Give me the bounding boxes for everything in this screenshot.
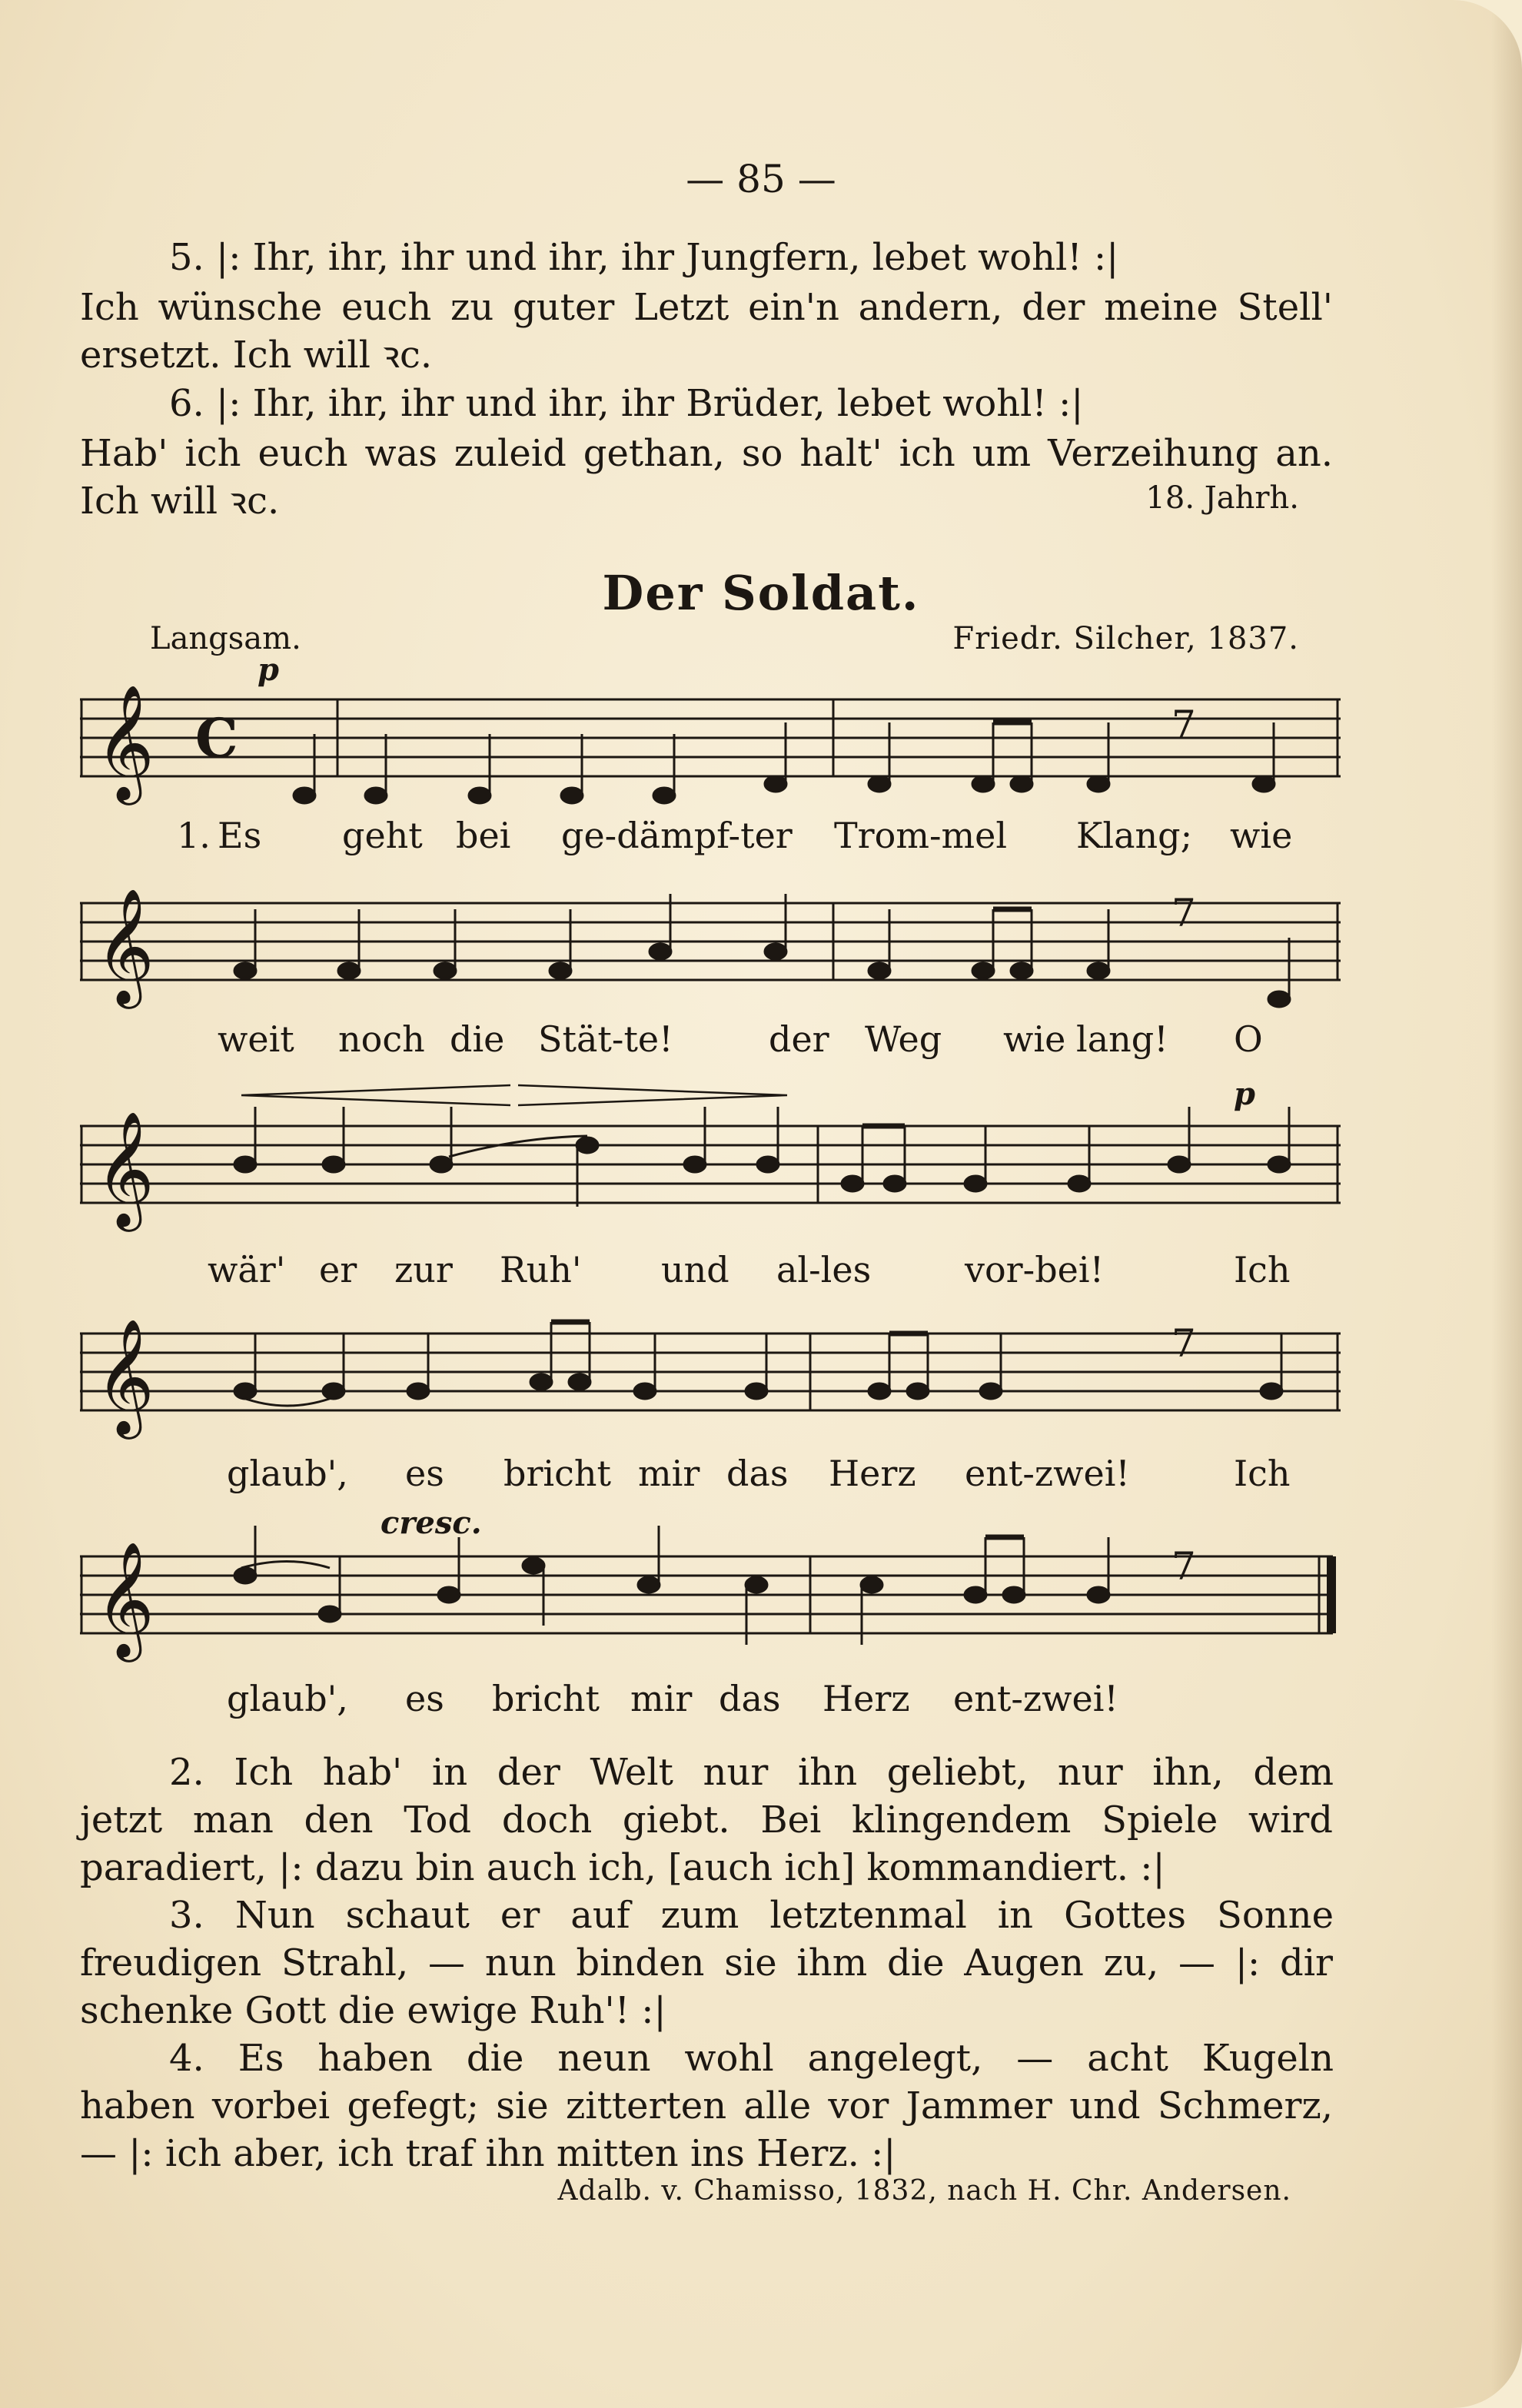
- lyric-syllable: er: [319, 1249, 357, 1290]
- verse-line: jetzt man den Tod doch giebt. Bei klingendem Spiele wird: [80, 1799, 1333, 1842]
- lyric-syllable: glaub',: [227, 1678, 348, 1719]
- lyric-syllable: ent-zwei!: [953, 1678, 1118, 1719]
- lyric-syllable: Ich: [1234, 1249, 1291, 1290]
- svg-text:𝄞: 𝄞: [95, 683, 155, 800]
- page-number: — 85 —: [686, 157, 836, 201]
- composer: Friedr. Silcher, 1837.: [952, 621, 1299, 656]
- dynamic-marking: cresc.: [380, 1505, 482, 1541]
- lyric-syllable: O: [1234, 1018, 1263, 1060]
- music-staff: [80, 676, 1341, 838]
- svg-text:𝄞: 𝄞: [95, 1110, 155, 1227]
- verse-line: 4. Es haben die neun wohl angelegt, — acht Kugeln: [169, 2037, 1334, 2080]
- music-staff: [80, 1299, 1341, 1460]
- svg-text:𝄞: 𝄞: [95, 1540, 155, 1657]
- verse-line: 3. Nun schaut er auf zum letztenmal in Gottes Sonne: [169, 1894, 1334, 1937]
- verse-line: freudigen Strahl, — nun binden sie ihm die Augen zu, — |: dir: [80, 1941, 1333, 1985]
- svg-text:𝄞: 𝄞: [95, 887, 155, 1004]
- lyric-syllable: ge-dämpf-ter: [561, 815, 793, 856]
- lyric-syllable: zur: [394, 1249, 453, 1290]
- lyric-syllable: ent-zwei!: [965, 1453, 1130, 1494]
- lyric-syllable: noch: [338, 1018, 425, 1060]
- svg-text:7: 7: [1171, 1544, 1196, 1589]
- verse-line: — |: ich aber, ich traf ihn mitten ins Herz. :|: [80, 2132, 896, 2175]
- music-staff: [80, 1526, 1341, 1687]
- lyric-syllable: der: [769, 1018, 829, 1060]
- lyric-syllable: bei: [456, 815, 511, 856]
- verse-line: 5. |: Ihr, ihr, ihr und ihr, ihr Jungfern, lebet wohl! :|: [169, 236, 1119, 279]
- verse-line: 6. |: Ihr, ihr, ihr und ihr, ihr Brüder, lebet wohl! :|: [169, 382, 1084, 425]
- lyric-syllable: al-les: [776, 1249, 872, 1290]
- lyric-syllable: weit: [218, 1018, 294, 1060]
- svg-text:C: C: [195, 706, 238, 770]
- lyric-syllable: mir: [630, 1678, 693, 1719]
- verse-line: paradiert, |: dazu bin auch ich, [auch ich] kommandiert. :|: [80, 1846, 1165, 1889]
- lyric-syllable: geht: [342, 815, 423, 856]
- lyric-syllable: Trom-mel: [834, 815, 1008, 856]
- svg-text:7: 7: [1171, 1321, 1196, 1366]
- lyric-syllable: die: [450, 1018, 505, 1060]
- lyric-syllable: Herz: [829, 1453, 916, 1494]
- lyric-syllable: bricht: [503, 1453, 612, 1494]
- lyric-syllable: Klang;: [1076, 815, 1193, 856]
- lyric-syllable: wär': [208, 1249, 286, 1290]
- verse-line: 2. Ich hab' in der Welt nur ihn geliebt, nur ihn, dem: [169, 1751, 1334, 1794]
- lyric-syllable: das: [719, 1678, 781, 1719]
- lyric-syllable: Herz: [822, 1678, 910, 1719]
- lyric-syllable: das: [726, 1453, 789, 1494]
- lyric-syllable: vor-bei!: [965, 1249, 1105, 1290]
- verse-line: ersetzt. Ich will ꝛc.: [80, 334, 433, 377]
- author-credit: Adalb. v. Chamisso, 1832, nach H. Chr. Andersen.: [557, 2175, 1291, 2207]
- svg-text:7: 7: [1171, 702, 1196, 747]
- tempo-marking: Langsam.: [150, 621, 301, 656]
- lyric-syllable: Ich: [1234, 1453, 1291, 1494]
- source-note: 18. Jahrh.: [1145, 480, 1299, 516]
- lyric-syllable: Weg: [865, 1018, 942, 1060]
- lyric-syllable: Stät-te!: [538, 1018, 673, 1060]
- lyric-syllable: Es: [218, 815, 262, 856]
- lyric-syllable: und: [661, 1249, 729, 1290]
- lyric-syllable: es: [405, 1453, 444, 1494]
- lyric-syllable: 1.: [177, 815, 211, 856]
- verse-line: schenke Gott die ewige Ruh'! :|: [80, 1989, 666, 2032]
- dynamic-marking: p: [258, 652, 279, 688]
- song-title: Der Soldat.: [602, 565, 920, 621]
- svg-text:𝄞: 𝄞: [95, 1317, 155, 1434]
- lyric-syllable: es: [405, 1678, 444, 1719]
- lyric-syllable: lang!: [1076, 1018, 1168, 1060]
- verse-line: Hab' ich euch was zuleid gethan, so halt' ich um Verzeihung an.: [80, 432, 1333, 475]
- lyric-syllable: Ruh': [500, 1249, 582, 1290]
- music-staff: [80, 880, 1341, 1041]
- lyric-syllable: glaub',: [227, 1453, 348, 1494]
- dynamic-marking: p: [1234, 1076, 1255, 1112]
- page-edge-shadow: [1491, 0, 1522, 2408]
- lyric-syllable: wie: [1230, 815, 1293, 856]
- verse-line: haben vorbei gefegt; sie zitterten alle vor Jammer und Schmerz,: [80, 2084, 1333, 2127]
- lyric-syllable: wie: [1003, 1018, 1066, 1060]
- lyric-syllable: bricht: [492, 1678, 600, 1719]
- verse-line: Ich will ꝛc.: [80, 480, 280, 523]
- svg-text:7: 7: [1171, 891, 1196, 935]
- verse-line: Ich wünsche euch zu guter Letzt ein'n andern, der meine Stell': [80, 286, 1333, 329]
- lyric-syllable: mir: [638, 1453, 700, 1494]
- music-staff: [80, 1084, 1341, 1245]
